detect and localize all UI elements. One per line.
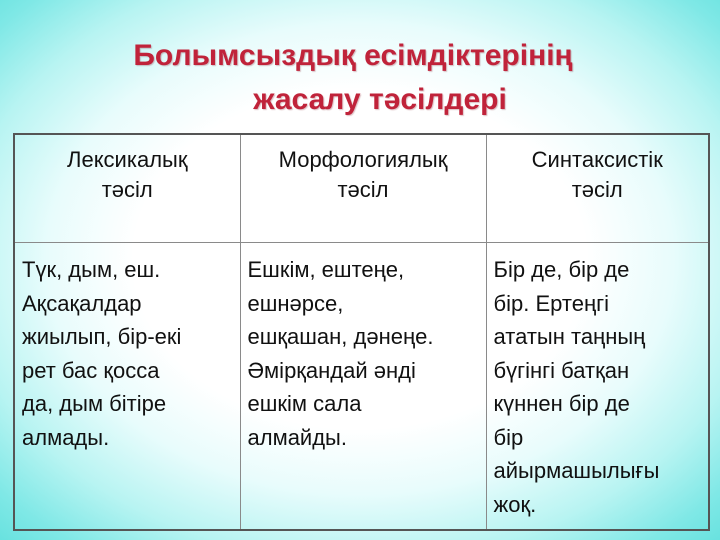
cell-line: ешкім сала: [247, 391, 362, 416]
header-morphological: [240, 134, 486, 243]
slide-title-line-2: жасалу тәсілдері: [253, 83, 507, 116]
cell-line: Бір де, бір де: [493, 257, 630, 282]
cell-line: алмады.: [22, 424, 110, 450]
cell-syntactic-example: [486, 243, 709, 531]
cell-line: Ақсақалдар: [22, 290, 142, 316]
cell-line: айырмашылығы: [493, 458, 660, 483]
cell-line: бір. Ертеңгі: [493, 290, 609, 316]
header-syntactic-line-1: Синтаксистік: [531, 147, 663, 172]
table-row: [14, 243, 709, 531]
cell-line: ешнәрсе,: [247, 290, 344, 316]
cell-morphological-example: [240, 243, 486, 531]
header-lexical: [14, 134, 240, 243]
header-lexical-line-2: тәсіл: [101, 177, 153, 202]
cell-lexical-example: [14, 243, 240, 531]
cell-line: жиылып, бір-екі: [22, 324, 182, 349]
cell-line: рет бас қосса: [22, 357, 160, 383]
cell-line: бір: [493, 424, 524, 450]
slide-title-line-1: Болымсыздық есімдіктерінің: [133, 39, 573, 72]
cell-line: ешқашан, дәнеңе.: [247, 324, 434, 349]
cell-line: да, дым бітіре: [22, 391, 167, 416]
cell-line: Әмірқандай әнді: [247, 357, 416, 383]
cell-line: алмайды.: [247, 424, 347, 450]
methods-table: [13, 133, 710, 531]
header-syntactic: [486, 134, 709, 243]
slide-title: [0, 34, 720, 122]
header-syntactic-line-2: тәсіл: [571, 177, 623, 202]
header-morphological-line-1: Морфологиялық: [278, 147, 448, 172]
cell-line: жоқ.: [493, 491, 537, 517]
cell-line: күннен бір де: [493, 391, 630, 416]
cell-line: ататын таңның: [493, 324, 646, 349]
cell-line: Ешкім, ештеңе,: [247, 257, 405, 282]
table-header-row: [14, 134, 709, 243]
cell-line: бүгінгі батқан: [493, 357, 630, 383]
header-lexical-line-1: Лексикалық: [67, 147, 188, 172]
header-morphological-line-2: тәсіл: [337, 177, 389, 202]
cell-line: Түк, дым, еш.: [22, 257, 161, 282]
